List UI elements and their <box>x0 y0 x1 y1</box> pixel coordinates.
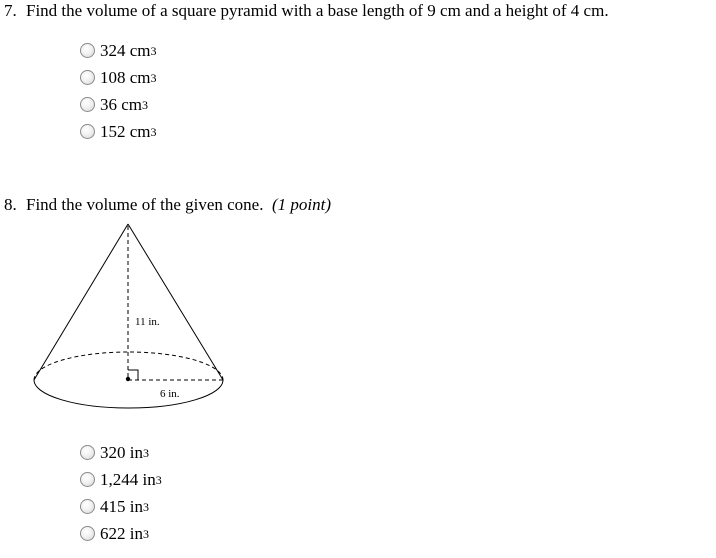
radio-button[interactable] <box>80 526 95 541</box>
option-label: 622 in <box>100 523 143 543</box>
question-7-number: 7. <box>4 1 17 20</box>
question-8-points: (1 point) <box>271 195 332 214</box>
radio-button[interactable] <box>80 445 95 460</box>
radio-button[interactable] <box>80 499 95 514</box>
question-8-option-2[interactable]: 1,244 in 3 <box>80 466 162 493</box>
cone-center-point <box>126 377 130 381</box>
option-label: 1,244 in <box>100 469 156 489</box>
question-7-option-4[interactable]: 152 cm 3 <box>80 118 157 145</box>
radio-button[interactable] <box>80 124 95 139</box>
radio-button[interactable] <box>80 472 95 487</box>
question-7-option-3[interactable]: 36 cm 3 <box>80 91 157 118</box>
question-7-prompt: Find the volume of a square pyramid with a base length of 9 cm and a height of 4 cm. <box>26 1 609 20</box>
option-label: 36 cm <box>100 94 143 114</box>
cone-base-front <box>34 380 223 408</box>
option-label: 415 in <box>100 496 143 516</box>
radio-button[interactable] <box>80 43 95 58</box>
question-8 <box>4 194 331 216</box>
cone-right-side <box>128 224 223 380</box>
option-label: 108 cm <box>100 67 151 87</box>
option-label: 320 in <box>100 442 143 462</box>
option-label: 152 cm <box>100 121 151 141</box>
question-7-text-line <box>4 0 609 22</box>
question-8-text-line <box>4 194 331 216</box>
radius-label: 6 in. <box>160 388 180 400</box>
question-8-option-1[interactable]: 320 in 3 <box>80 439 162 466</box>
question-7-option-2[interactable]: 108 cm 3 <box>80 64 157 91</box>
height-label: 11 in. <box>135 316 160 328</box>
question-8-option-3[interactable]: 415 in 3 <box>80 493 162 520</box>
question-8-number: 8. <box>4 195 17 214</box>
question-7-options <box>80 37 157 145</box>
question-7-option-1[interactable]: 324 cm 3 <box>80 37 157 64</box>
cone-left-side <box>34 224 128 380</box>
option-label: 324 cm <box>100 40 151 60</box>
cone-diagram <box>30 220 230 416</box>
question-8-options <box>80 439 162 547</box>
radio-button[interactable] <box>80 70 95 85</box>
question-8-prompt: Find the volume of the given cone. <box>26 195 264 214</box>
question-7 <box>4 0 609 22</box>
radio-button[interactable] <box>80 97 95 112</box>
question-8-option-4[interactable]: 622 in 3 <box>80 520 162 547</box>
